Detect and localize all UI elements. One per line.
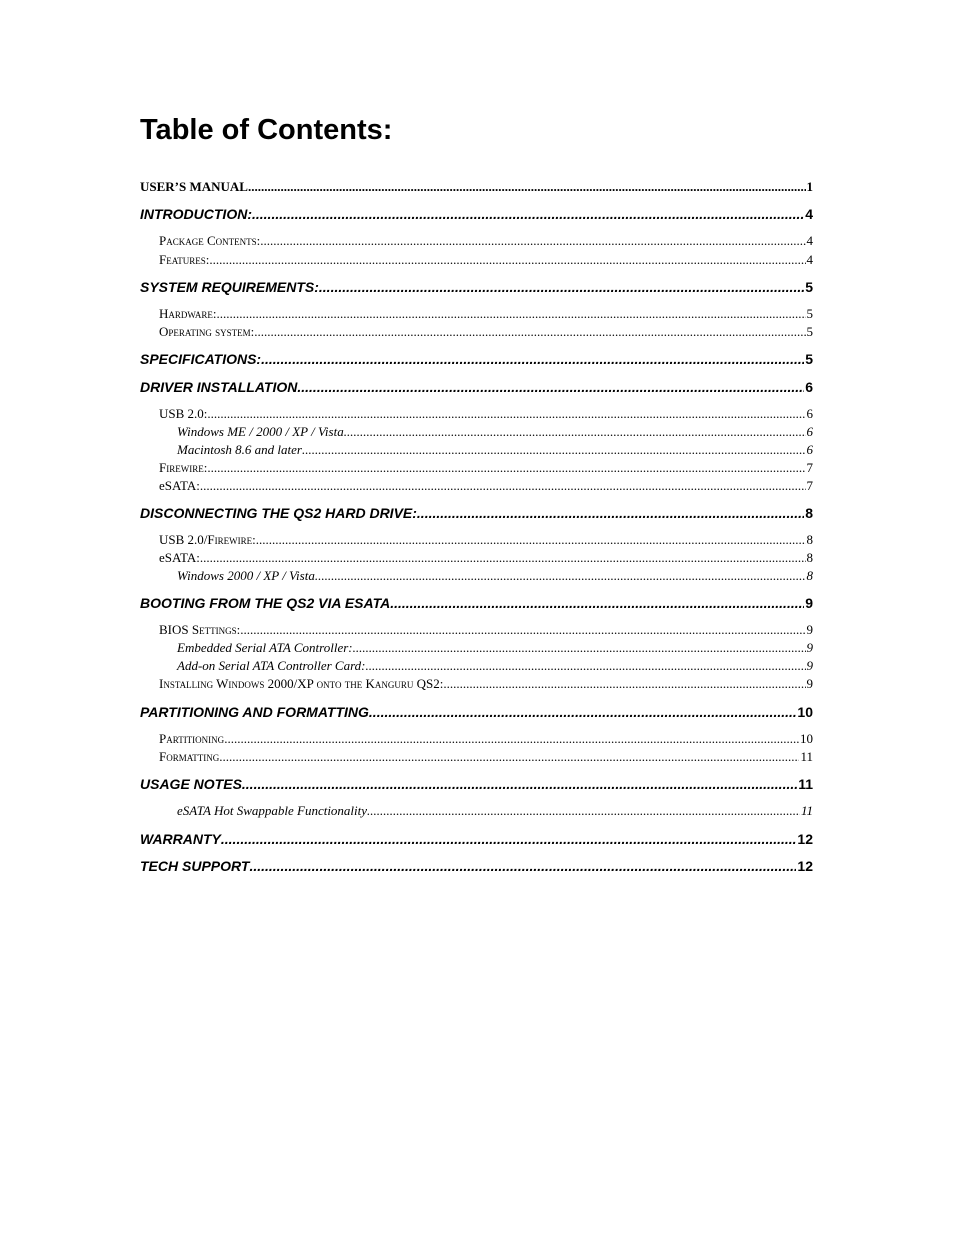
- toc-entry-title: Features:: [159, 252, 210, 267]
- toc-entry[interactable]: [140, 324, 813, 342]
- toc-leader-dots: [252, 206, 804, 222]
- toc-entry-title: Package Contents:: [159, 233, 261, 248]
- toc-entry-title: SYSTEM REQUIREMENTS:: [140, 279, 319, 295]
- toc-entry[interactable]: [140, 179, 813, 197]
- toc-entry-title: USB 2.0/Firewire:: [159, 532, 256, 547]
- toc-leader-dots: [217, 306, 806, 322]
- toc-page-number: 9: [805, 595, 813, 611]
- toc-leader-dots: [219, 749, 799, 765]
- toc-entry[interactable]: [140, 351, 813, 369]
- toc-entry[interactable]: [140, 306, 813, 324]
- toc-page-number: 11: [798, 776, 813, 792]
- toc-entry-title: USER’S MANUAL: [140, 179, 248, 194]
- toc-entry-title: INTRODUCTION:: [140, 206, 252, 222]
- toc-page-number: 4: [806, 252, 813, 267]
- toc-leader-dots: [367, 803, 800, 819]
- toc-entry[interactable]: [140, 442, 813, 460]
- toc-page-number: 8: [806, 568, 813, 583]
- toc-entry-title: Firewire:: [159, 460, 208, 475]
- toc-leader-dots: [369, 704, 797, 720]
- toc-leader-dots: [254, 324, 805, 340]
- toc-entry[interactable]: [140, 233, 813, 251]
- toc-page-number: 4: [805, 206, 813, 222]
- toc-entry-title: SPECIFICATIONS:: [140, 351, 262, 367]
- toc-entry[interactable]: [140, 622, 813, 640]
- toc-page-number: 5: [805, 351, 813, 367]
- toc-leader-dots: [256, 532, 806, 548]
- toc-entry-title: PARTITIONING AND FORMATTING: [140, 704, 369, 720]
- toc-entry[interactable]: [140, 460, 813, 478]
- table-of-contents: [140, 0, 813, 1235]
- toc-leader-dots: [207, 406, 805, 422]
- toc-leader-dots: [242, 776, 797, 792]
- toc-leader-dots: [207, 460, 805, 476]
- toc-entry[interactable]: [140, 704, 813, 722]
- toc-leader-dots: [200, 550, 806, 566]
- toc-page-number: 7: [806, 478, 813, 493]
- toc-page-number: 10: [797, 704, 813, 720]
- toc-entry-title: Windows ME / 2000 / XP / Vista: [177, 424, 344, 439]
- toc-page-number: 5: [806, 306, 813, 321]
- toc-page-number: 7: [806, 460, 813, 475]
- toc-page-number: 10: [800, 731, 813, 746]
- toc-page-number: 8: [806, 550, 813, 565]
- toc-page-number: 12: [797, 858, 813, 874]
- toc-leader-dots: [302, 442, 806, 458]
- toc-leader-dots: [260, 233, 805, 249]
- toc-leader-dots: [209, 252, 805, 268]
- page-title: Table of Contents:: [140, 114, 393, 146]
- toc-entry[interactable]: [140, 676, 813, 694]
- toc-page-number: 6: [806, 406, 813, 421]
- toc-leader-dots: [221, 831, 797, 847]
- toc-leader-dots: [353, 640, 806, 656]
- toc-page-number: 9: [806, 676, 813, 691]
- toc-entry-title: Formatting: [159, 749, 220, 764]
- toc-entry[interactable]: [140, 858, 813, 876]
- toc-entry[interactable]: [140, 505, 813, 523]
- toc-leader-dots: [248, 179, 806, 195]
- toc-page-number: 6: [805, 379, 813, 395]
- toc-entry-title: Windows 2000 / XP / Vista: [177, 568, 315, 583]
- toc-page-number: 9: [806, 640, 813, 655]
- toc-entry[interactable]: [140, 749, 813, 767]
- toc-entry[interactable]: [140, 206, 813, 224]
- toc-page-number: 8: [806, 532, 813, 547]
- toc-entry-title: USB 2.0:: [159, 406, 208, 421]
- toc-entry[interactable]: [140, 279, 813, 297]
- toc-entry[interactable]: [140, 532, 813, 550]
- toc-entry-title: BOOTING FROM THE QS2 VIA ESATA: [140, 595, 391, 611]
- toc-entry-title: eSATA:: [159, 478, 200, 493]
- toc-page-number: 11: [800, 803, 813, 818]
- toc-entry-title: BIOS Settings:: [159, 622, 241, 637]
- toc-leader-dots: [297, 379, 804, 395]
- toc-entry[interactable]: [140, 424, 813, 442]
- toc-entry-title: eSATA Hot Swappable Functionality: [177, 803, 368, 818]
- toc-entry-title: Installing Windows 2000/XP onto the Kanguru QS2:: [159, 676, 444, 691]
- toc-page-number: 8: [805, 505, 813, 521]
- toc-entry-title: eSATA:: [159, 550, 200, 565]
- toc-entry[interactable]: [140, 406, 813, 424]
- toc-entry-title: TECH SUPPORT: [140, 858, 250, 874]
- toc-leader-dots: [224, 731, 799, 747]
- toc-page-number: 6: [806, 424, 813, 439]
- toc-page-number: 5: [806, 324, 813, 339]
- toc-entry[interactable]: [140, 252, 813, 270]
- toc-entry[interactable]: [140, 379, 813, 397]
- toc-page-number: 9: [806, 622, 813, 637]
- toc-leader-dots: [315, 568, 806, 584]
- toc-entry-title: Add-on Serial ATA Controller Card:: [177, 658, 366, 673]
- toc-entry-title: DISCONNECTING THE QS2 HARD DRIVE:: [140, 505, 417, 521]
- toc-page-number: 12: [797, 831, 813, 847]
- toc-page-number: 11: [800, 749, 813, 764]
- toc-leader-dots: [417, 505, 804, 521]
- toc-leader-dots: [319, 279, 804, 295]
- toc-page-number: 6: [806, 442, 813, 457]
- toc-entry[interactable]: [140, 658, 813, 676]
- toc-leader-dots: [443, 676, 805, 692]
- toc-entry-title: WARRANTY: [140, 831, 221, 847]
- toc-leader-dots: [249, 858, 796, 874]
- toc-entry-title: Partitioning: [159, 731, 225, 746]
- toc-leader-dots: [344, 424, 806, 440]
- toc-entry[interactable]: [140, 776, 813, 794]
- toc-leader-dots: [390, 595, 804, 611]
- toc-leader-dots: [366, 658, 806, 674]
- toc-entry-title: Hardware:: [159, 306, 217, 321]
- toc-entry[interactable]: [140, 568, 813, 586]
- toc-entry-title: DRIVER INSTALLATION: [140, 379, 298, 395]
- toc-entry[interactable]: [140, 595, 813, 613]
- toc-entry[interactable]: [140, 550, 813, 568]
- toc-page-number: 1: [806, 179, 813, 194]
- toc-entry-title: Embedded Serial ATA Controller:: [177, 640, 353, 655]
- toc-entry-title: Operating system:: [159, 324, 255, 339]
- toc-entry[interactable]: [140, 731, 813, 749]
- toc-entry[interactable]: [140, 478, 813, 496]
- toc-entry[interactable]: [140, 803, 813, 821]
- toc-page-number: 4: [806, 233, 813, 248]
- toc-leader-dots: [200, 478, 806, 494]
- toc-entry[interactable]: [140, 831, 813, 849]
- toc-entry-title: Macintosh 8.6 and later: [177, 442, 302, 457]
- toc-page-number: 9: [806, 658, 813, 673]
- toc-entry-title: USAGE NOTES: [140, 776, 242, 792]
- toc-leader-dots: [261, 351, 804, 367]
- toc-page-number: 5: [805, 279, 813, 295]
- toc-leader-dots: [240, 622, 805, 638]
- toc-entry[interactable]: [140, 640, 813, 658]
